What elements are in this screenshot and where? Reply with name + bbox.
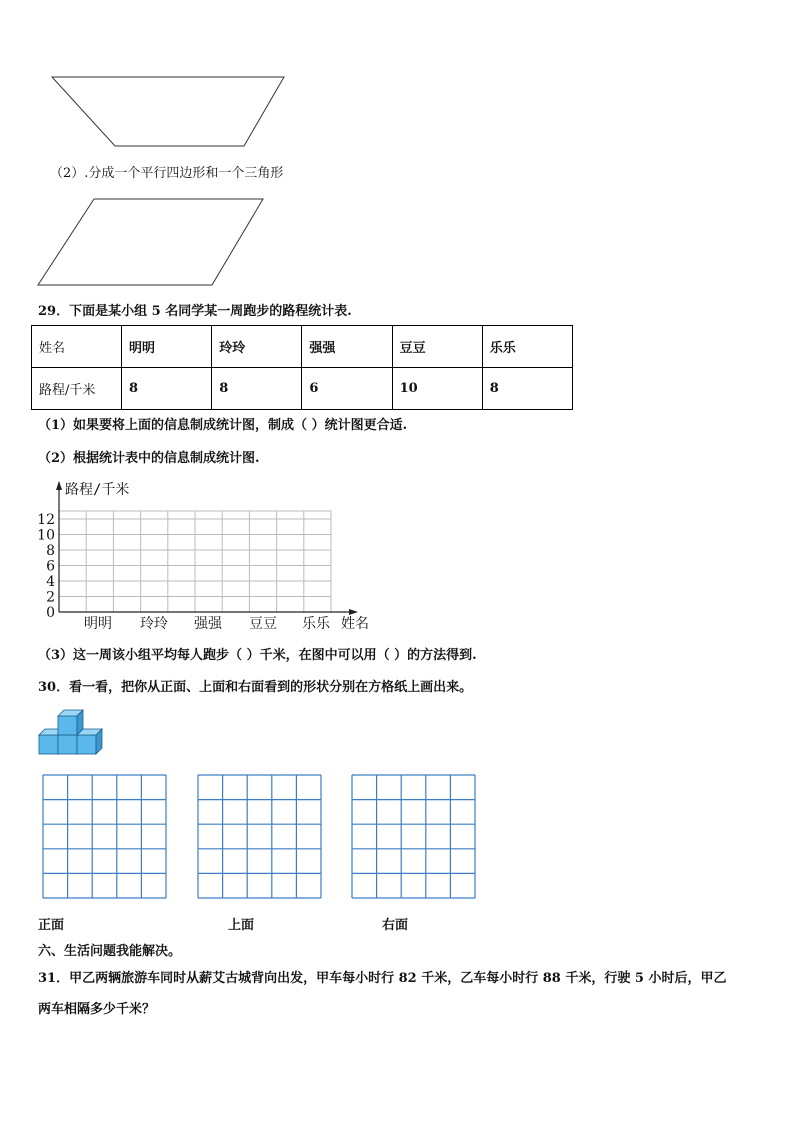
y-tick-label: 10 [37,527,55,544]
q29-title: 29．下面是某小组 5 名同学某一周跑步的路程统计表. [38,304,352,319]
x-tick-label: 玲玲 [140,616,168,632]
top-view-label: 上面 [228,918,255,933]
x-tick-label: 乐乐 [302,616,330,632]
y-axis-label: 路程/千米 [65,482,130,498]
y-tick-label: 2 [46,589,55,606]
cube-front-face [77,735,96,754]
q29-sub2: （2）根据统计表中的信息制成统计图. [38,451,260,466]
y-tick-label: 0 [46,605,55,621]
table-cell: 乐乐 [482,326,572,368]
y-tick-label: 6 [46,558,55,575]
cube-front-face [58,735,77,754]
y-axis-arrow [56,481,62,490]
x-tick-label: 豆豆 [249,616,277,632]
x-axis-label: 姓名 [341,616,369,632]
table-cell: 明明 [122,326,212,368]
table-cell: 玲玲 [212,326,302,368]
part2-label: （2）.分成一个平行四边形和一个三角形 [50,166,284,181]
cube-front-face [58,716,77,735]
row-label: 路程/千米 [32,368,122,410]
cube-front-face [39,735,58,754]
running-stat-table [31,325,573,410]
section-six-heading: 六、生活问题我能解决。 [38,944,182,959]
x-axis-arrow [349,609,358,615]
y-tick-label: 4 [46,574,55,590]
table-cell: 10 [392,368,482,410]
x-tick-label: 强强 [194,616,222,632]
table-cell: 8 [482,368,572,410]
table-cell: 豆豆 [392,326,482,368]
y-tick-label: 8 [46,543,55,559]
table-cell: 8 [122,368,212,410]
table-row [32,326,573,368]
q29-sub1: （1）如果要将上面的信息制成统计图，制成（ ）统计图更合适. [38,418,408,433]
right-view-grid[interactable] [0,0,1,1]
header-label: 姓名 [32,326,122,368]
q31-line2: 两车相隔多少千米？ [38,1002,156,1017]
q29-sub3: （3）这一周该小组平均每人跑步（ ）千米，在图中可以用（ ）的方法得到. [38,648,477,663]
x-tick-label: 明明 [84,616,112,632]
right-view-label: 右面 [382,918,409,933]
table-cell: 6 [302,368,392,410]
front-view-label: 正面 [38,918,65,933]
table-cell: 强强 [302,326,392,368]
table-cell: 8 [212,368,302,410]
q31-line1: 31．甲乙两辆旅游车同时从薪艾古城背向出发，甲车每小时行 82 千米，乙车每小时行 88 千米，行驶 5 小时后，甲乙 [38,971,727,986]
q30-title: 30．看一看，把你从正面、上面和右面看到的形状分别在方格纸上画出来。 [38,680,473,695]
y-tick-label: 12 [37,512,55,528]
table-row [32,368,573,410]
